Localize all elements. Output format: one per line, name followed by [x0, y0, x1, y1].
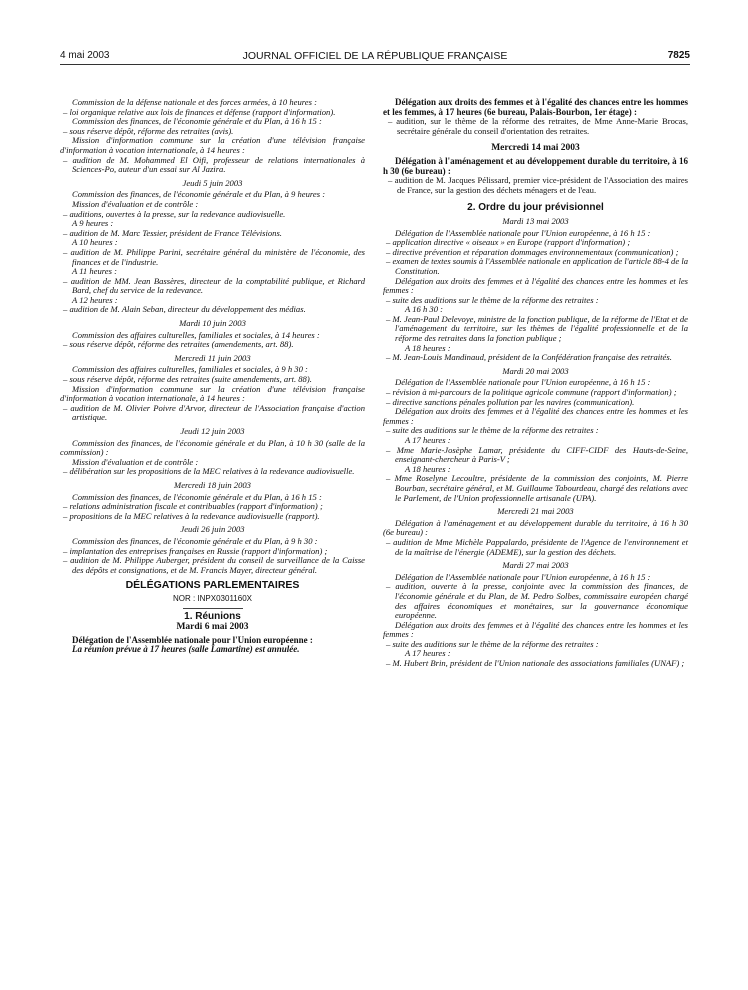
entry-item: – loi organique relative aux lois de finances et défense (rapport d'information).	[63, 106, 336, 117]
entry-notice: La réunion prévue à 17 heures (salle Lamartine) est annulée.	[72, 644, 300, 655]
section-title: DÉLÉGATIONS PARLEMENTAIRES	[125, 579, 300, 592]
entry-item: – implantation des entreprises françaises en Russie (rapport d'information) ;	[63, 545, 328, 556]
entry-heading-bold: Délégation de l'Assemblée nationale pour l'Union européenne :	[72, 634, 313, 645]
time-label: A 16 h 30 :	[405, 304, 444, 315]
entry-item: – directive prévention et réparation dommages environnementaux (communication) ;	[386, 246, 679, 257]
right-column	[383, 98, 688, 669]
entry-item: – Mme Marie-Josèphe Lamar, présidente du CIFF-CIDF des Hauts-de-Seine, enseignant-chercheur à Paris-V ;	[386, 444, 688, 465]
entry-heading: Délégation aux droits des femmes et à l'égalité des chances entre les hommes et les femmes :	[383, 406, 688, 426]
entry-item: – audition de M. Marc Tessier, président de France Télévisions.	[63, 227, 282, 238]
entry-item: – suite des auditions sur le thème de la réforme des retraites :	[386, 425, 599, 436]
entry-heading: Commission des affaires culturelles, familiales et sociales, à 9 h 30 :	[72, 364, 308, 375]
time-label: A 12 heures :	[72, 294, 118, 305]
date-heading: Jeudi 5 juin 2003	[182, 177, 243, 188]
entry-heading: Mission d'information commune sur la création d'une télévision française d'information à vocation internationale, à 14 heures :	[60, 383, 365, 404]
header-rule	[60, 64, 690, 65]
entry-item: – relations administration fiscale et contribuables (rapport d'information) ;	[63, 501, 323, 512]
entry-item: – Mme Roselyne Lecoultre, présidente de la commission des conjoints, M. Pierre Bourban, secrétaire général, et M. Guillaume Tabourdeau, chargé des relations avec le Parlement, de l'Union professionnelle artisanale (UPA).	[386, 473, 688, 503]
entry-item: – audition de M. Alain Seban, directeur du développement des médias.	[63, 304, 306, 315]
entry-item: – application directive « oiseaux » en Europe (rapport d'information) ;	[386, 237, 631, 248]
date-heading: Jeudi 12 juin 2003	[180, 426, 245, 436]
separator	[183, 608, 243, 609]
time-label: A 17 heures :	[405, 435, 451, 445]
time-label: A 18 heures :	[405, 463, 451, 474]
date-heading: Mardi 27 mai 2003	[502, 560, 569, 571]
time-label: A 11 heures :	[72, 266, 117, 277]
entry-item: – révision à mi-parcours de la politique agricole commune (rapport d'information) ;	[386, 387, 677, 398]
entry-heading: Commission des finances, de l'économie générale et du Plan, à 10 h 30 (salle de la commission) :	[60, 437, 365, 458]
header-title: JOURNAL OFFICIEL DE LA RÉPUBLIQUE FRANÇAISE	[242, 50, 508, 62]
entry-item: – examen de textes soumis à l'Assemblée nationale en application de l'article 88-4 de la Constitution.	[386, 256, 688, 276]
entry-heading: Commission des finances, de l'économie générale et du Plan, à 16 h 15 :	[72, 116, 322, 127]
header-date: 4 mai 2003	[60, 50, 110, 61]
entry-item: – audition de M. Jacques Pélissard, premier vice-président de l'Association des maires de France, sur la gestion des déchets ménagers et de l'eau.	[388, 175, 688, 195]
entry-item: – audition, ouverte à la presse, conjointe avec la commission des finances, de l'économie générale et du Plan, de M. Pedro Solbes, commissaire européen chargé des affaires économiques et monétaires, sur la gouvernance économique européenne.	[386, 581, 688, 621]
entry-item: – sous réserve dépôt, réforme des retraites (amendements, art. 88).	[63, 339, 294, 350]
entry-heading: Délégation de l'Assemblée nationale pour l'Union européenne, à 16 h 15 :	[395, 377, 651, 388]
left-column	[60, 98, 365, 655]
entry-item: – audition de M. Olivier Poivre d'Arvor, directeur de l'Association française d'action artistique.	[63, 402, 365, 423]
entry-item: – suite des auditions sur le thème de la réforme des retraites :	[386, 294, 599, 305]
entry-item: – suite des auditions sur le thème de la réforme des retraites :	[386, 638, 599, 649]
page-header	[60, 50, 690, 64]
time-label: A 17 heures :	[405, 648, 451, 659]
entry-item: – M. Jean-Louis Mandinaud, président de la Confédération française des retraités.	[386, 352, 672, 363]
entry-heading: Commission des finances, de l'économie générale et du Plan, à 9 heures :	[72, 189, 326, 200]
date-heading: Mercredi 21 mai 2003	[497, 506, 574, 517]
entry-heading: Mission d'information commune sur la création d'une télévision française d'information à vocation internationale, à 14 heures :	[60, 135, 365, 155]
time-label: A 9 heures :	[72, 218, 114, 229]
date-heading: Mercredi 18 juin 2003	[174, 479, 251, 490]
entry-item: – directive sanctions pénales pollution par les navires (communication).	[386, 396, 635, 407]
entry-item: – audition de MM. Jean Bassères, directeur de la comptabilité publique, et Richard Bard, chef du service de la redevance.	[63, 275, 365, 296]
date-heading-bold: Mardi 6 mai 2003	[176, 622, 249, 633]
entry-item: – sous réserve dépôt, réforme des retraites (avis).	[63, 125, 234, 136]
date-heading-bold: Mercredi 14 mai 2003	[491, 143, 580, 154]
entry-item: – audition, sur le thème de la réforme des retraites, de Mme Anne-Marie Brocas, secrétaire générale du conseil d'orientation des retraites.	[388, 116, 688, 136]
subsection-title: 2. Ordre du jour prévisionnel	[467, 202, 604, 214]
entry-item: – audition de Mme Michèle Pappalardo, présidente de l'Agence de l'environnement et de la maîtrise de l'énergie (ADEME), sur la gestion des déchets.	[386, 536, 688, 557]
entry-item: – M. Hubert Brin, président de l'Union nationale des associations familiales (UNAF) ;	[386, 658, 685, 669]
date-heading: Mercredi 11 juin 2003	[174, 352, 251, 363]
time-label: A 18 heures :	[405, 342, 451, 353]
entry-item: – audition de M. Philippe Auberger, président du conseil de surveillance de la Caisse des dépôts et consignations, et de M. Francis Mayer, directeur général.	[63, 555, 365, 575]
page-number: 7825	[667, 50, 690, 61]
subsection-title: 1. Réunions	[184, 610, 241, 622]
entry-heading-bold: Délégation à l'aménagement et au développement durable du territoire, à 16 h 30 (6e bureau) :	[383, 155, 688, 176]
entry-heading: Délégation à l'aménagement et au développement durable du territoire, à 16 h 30 (6e bureau) :	[383, 517, 688, 538]
date-heading: Mardi 20 mai 2003	[502, 365, 569, 376]
entry-heading: Commission des finances, de l'économie générale et du Plan, à 9 h 30 :	[72, 535, 318, 546]
entry-subheading: Mission d'évaluation et de contrôle :	[72, 198, 199, 209]
time-label: A 10 heures :	[72, 237, 118, 248]
entry-heading: Commission des finances, de l'économie générale et du Plan, à 16 h 15 :	[72, 491, 322, 502]
entry-item: – auditions, ouvertes à la presse, sur la redevance audiovisuelle.	[63, 208, 286, 219]
nor-reference: NOR : INPX0301160X	[172, 593, 252, 603]
entry-item: – délibération sur les propositions de la MEC relatives à la redevance audiovisuelle.	[63, 466, 355, 477]
entry-heading: Délégation aux droits des femmes et à l'égalité des chances entre les hommes et les femmes :	[383, 619, 688, 640]
entry-heading: Commission de la défense nationale et des forces armées, à 10 heures :	[72, 97, 317, 107]
entry-heading: Délégation aux droits des femmes et à l'égalité des chances entre les hommes et les femmes :	[383, 275, 688, 296]
entry-heading-bold: Délégation aux droits des femmes et à l'égalité des chances entre les hommes et les femmes, à 17 heures (6e bureau, Palais-Bourbon, 1er étage) :	[383, 97, 688, 117]
entry-item: – propositions de la MEC relatives à la redevance audiovisuelle (rapport).	[63, 510, 320, 521]
entry-heading: Commission des affaires culturelles, familiales et sociales, à 14 heures :	[72, 329, 320, 340]
entry-item: – audition de M. Mohammed El Oifi, professeur de relations internationales à Sciences-Po, auteur d'un essai sur Al Jazira.	[63, 154, 365, 175]
entry-item: – sous réserve dépôt, réforme des retraites (suite amendements, art. 88).	[63, 374, 312, 385]
entry-item: – M. Jean-Paul Delevoye, ministre de la fonction publique, de la réforme de l'Etat et de l'aménagement du territoire, sur les thèmes de l'égalité professionnelle et de la réforme des retraites dans la fonction publique ;	[386, 313, 688, 344]
date-heading: Jeudi 26 juin 2003	[180, 524, 245, 535]
date-heading: Mardi 13 mai 2003	[502, 215, 569, 226]
entry-item: – audition de M. Philippe Parini, secrétaire général du ministère de l'économie, des finances et de l'industrie.	[63, 246, 365, 267]
entry-heading: Délégation de l'Assemblée nationale pour l'Union européenne, à 16 h 15 :	[395, 571, 651, 582]
date-heading: Mardi 10 juin 2003	[179, 318, 246, 329]
entry-subheading: Mission d'évaluation et de contrôle :	[72, 456, 199, 467]
entry-heading: Délégation de l'Assemblée nationale pour l'Union européenne, à 16 h 15 :	[395, 227, 651, 238]
